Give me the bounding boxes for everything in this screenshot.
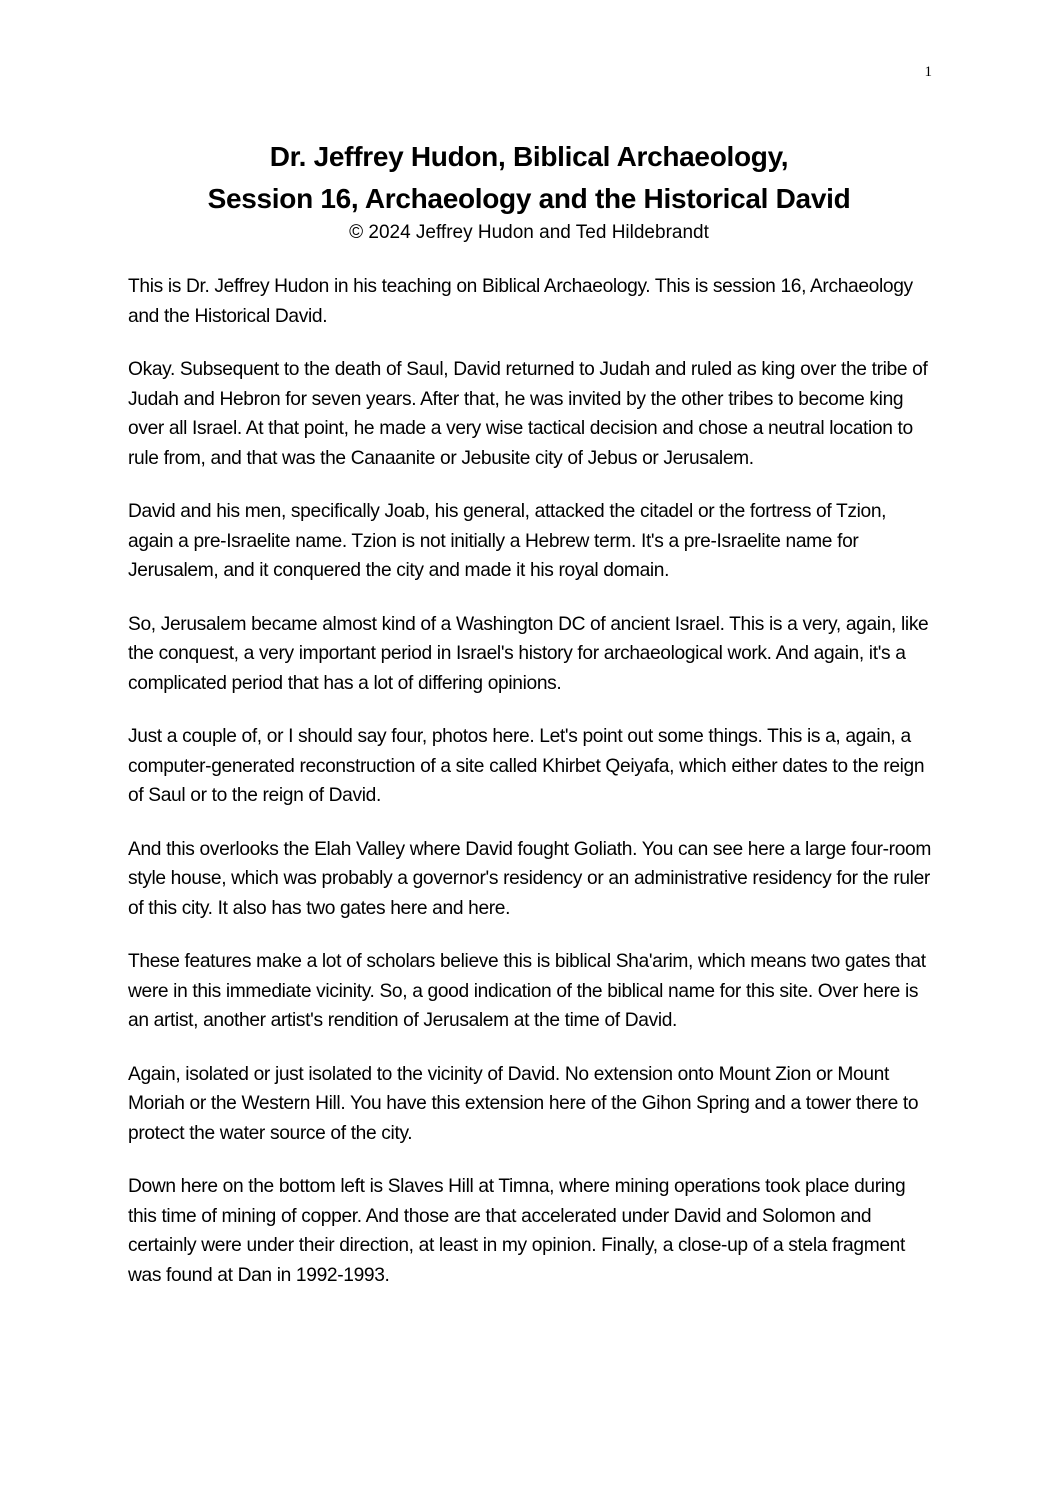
paragraph: So, Jerusalem became almost kind of a Washington DC of ancient Israel. This is a very, again, like the conquest, a very important period in Israel's history for archaeological work. And again, it's a complicated period that has a lot of differing opinions. bbox=[128, 613, 929, 694]
paragraph: These features make a lot of scholars believe this is biblical Sha'arim, which means two gates that were in this immediate vicinity. So, a good indication of the biblical name for this site. Over here is an artist, another artist's rendition of Jerusalem at the time of David. bbox=[128, 951, 926, 1031]
page-number: 1 bbox=[924, 64, 932, 80]
paragraph: This is Dr. Jeffrey Hudon in his teaching on Biblical Archaeology. This is session 16, Archaeology and the Historical David. bbox=[128, 276, 913, 327]
paragraph: Again, isolated or just isolated to the vicinity of David. No extension onto Mount Zion or Mount Moriah or the Western Hill. You have this extension here of the Gihon Spring and a tower there to protect the water source of the city. bbox=[128, 1063, 919, 1144]
document-title-line-2: Session 16, Archaeology and the Historical David bbox=[207, 183, 851, 214]
copyright-notice: © 2024 Jeffrey Hudon and Ted Hildebrandt bbox=[349, 222, 709, 243]
paragraph: Okay. Subsequent to the death of Saul, David returned to Judah and ruled as king over the tribe of Judah and Hebron for seven years. After that, he was invited by the other tribes to become king over all Israel. At that point, he made a very wise tactical decision and chose a neutral location to rule from, and that was the Canaanite or Jebusite city of Jebus or Jerusalem. bbox=[128, 359, 928, 469]
document-body bbox=[128, 272, 936, 1314]
paragraph: Just a couple of, or I should say four, photos here. Let's point out some things. This is a, again, a computer-generated reconstruction of a site called Khirbet Qeiyafa, which either dates to the reign of Saul or to the reign of David. bbox=[128, 726, 925, 806]
paragraph: And this overlooks the Elah Valley where David fought Goliath. You can see here a large four-room style house, which was probably a governor's residency or an administrative residency for the ruler of this city. It also has two gates here and here. bbox=[128, 838, 931, 919]
document-header bbox=[96, 136, 962, 246]
paragraph: David and his men, specifically Joab, his general, attacked the citadel or the fortress of Tzion, again a pre-Israelite name. Tzion is not initially a Hebrew term. It's a pre-Israelite name for Jerusalem, and it conquered the city and made it his royal domain. bbox=[128, 501, 887, 581]
paragraph: Down here on the bottom left is Slaves Hill at Timna, where mining operations took place during this time of mining of copper. And those are that accelerated under David and Solomon and certainly were under their direction, at least in my opinion. Finally, a close-up of a stela fragment was found at Dan in 1992-1993. bbox=[128, 1176, 906, 1286]
document-title-line-1: Dr. Jeffrey Hudon, Biblical Archaeology, bbox=[269, 141, 789, 172]
